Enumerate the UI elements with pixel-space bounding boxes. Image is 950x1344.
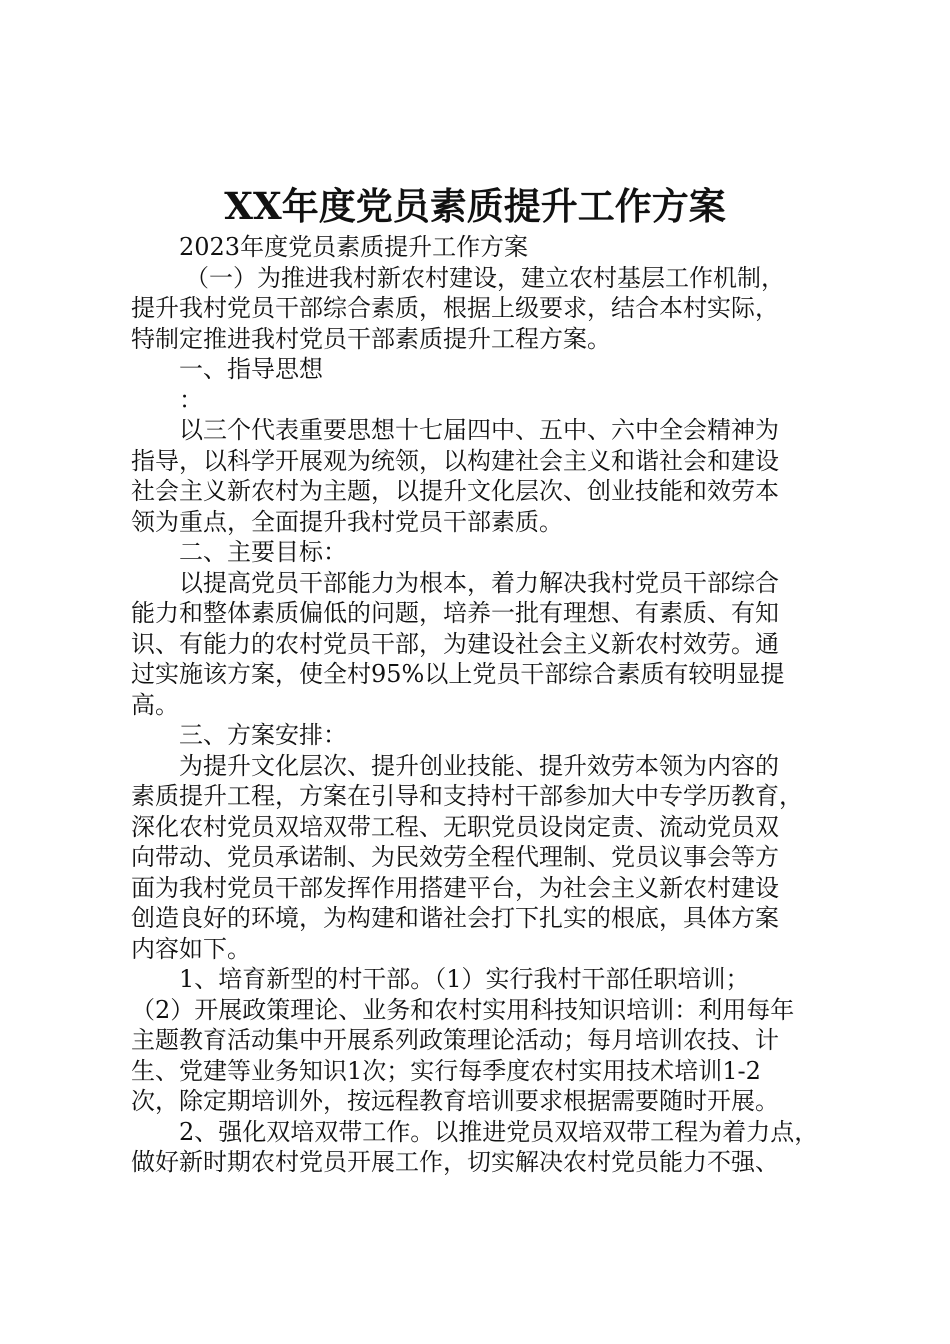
doc-line-11: 二、主要目标： [179,538,347,566]
doc-line-26: （2）开展政策理论、业务和农村实用科技知识培训：利用每年 [131,995,795,1024]
doc-line-15: 过实施该方案，使全村95%以上党员干部综合素质有较明显提 [131,660,785,688]
doc-line-21: 向带动、党员承诺制、为民效劳全程代理制、党员议事会等方 [131,843,779,871]
doc-line-16: 高。 [131,690,179,719]
doc-line-10: 领为重点，全面提升我村党员干部素质。 [131,507,563,536]
doc-line-8: 指导，以科学开展观为统领，以构建社会主义和谐社会和建设 [131,446,779,475]
doc-line-3: 提升我村党员干部综合素质，根据上级要求，结合本村实际， [131,294,779,322]
doc-line-19: 素质提升工程，方案在引导和支持村干部参加大中专学历教育， [131,782,803,810]
doc-line-27: 主题教育活动集中开展系列政策理论活动；每月培训农技、计 [131,1026,779,1054]
doc-line-22: 面为我村党员干部发挥作用搭建平台，为社会主义新农村建设 [131,873,779,902]
doc-line-30: 2、强化双培双带工作。以推进党员双培双带工程为着力点， [179,1117,819,1146]
doc-line-9: 社会主义新农村为主题，以提升文化层次、创业技能和效劳本 [131,477,779,505]
doc-line-5: 一、指导思想 [179,355,323,383]
doc-line-28: 生、党建等业务知识1次；实行每季度农村实用技术培训1-2 [131,1056,761,1085]
doc-line-23: 创造良好的环境，为构建和谐社会打下扎实的根底，具体方案 [131,904,779,932]
doc-line-7: 以三个代表重要思想十七届四中、五中、六中全会精神为 [179,416,779,444]
doc-line-24: 内容如下。 [131,934,251,963]
doc-line-31: 做好新时期农村党员开展工作，切实解决农村党员能力不强、 [131,1148,779,1176]
doc-line-14: 识、有能力的农村党员干部，为建设社会主义新农村效劳。通 [131,629,779,658]
doc-line-13: 能力和整体素质偏低的问题，培养一批有理想、有素质、有知 [131,599,779,627]
doc-line-29: 次，除定期培训外，按远程教育培训要求根据需要随时开展。 [131,1087,779,1115]
doc-line-4: 特制定推进我村党员干部素质提升工程方案。 [131,324,611,353]
doc-line-18: 为提升文化层次、提升创业技能、提升效劳本领为内容的 [179,751,779,780]
document-title: XX年度党员素质提升工作方案 [224,184,726,228]
doc-line-25: 1、培育新型的村干部。（1）实行我村干部任职培训； [179,965,750,993]
document-body [131,232,831,1178]
doc-line-17: 三、方案安排： [179,721,347,749]
doc-line-6: ： [179,385,203,414]
doc-line-20: 深化农村党员双培双带工程、无职党员设岗定责、流动党员双 [131,812,779,841]
doc-line-12: 以提高党员干部能力为根本，着力解决我村党员干部综合 [179,568,779,597]
doc-line-1: 2023年度党员素质提升工作方案 [179,233,529,261]
doc-line-2: （一）为推进我村新农村建设，建立农村基层工作机制， [185,263,785,292]
